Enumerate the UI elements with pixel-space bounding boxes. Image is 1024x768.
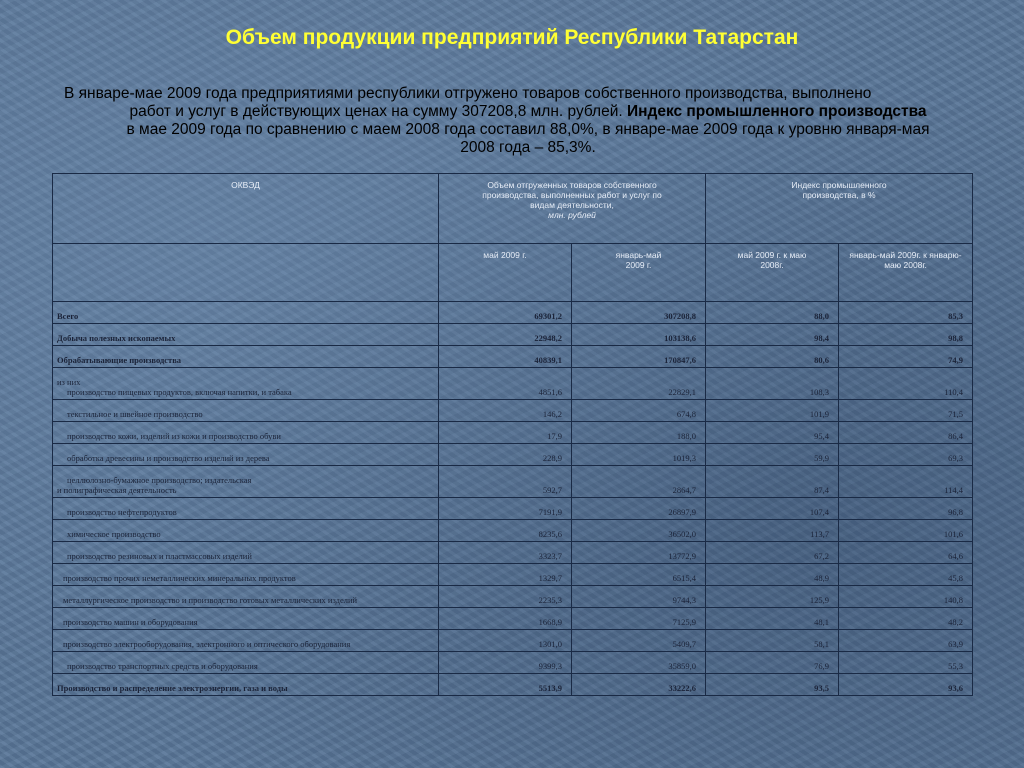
table-row: [53, 346, 973, 368]
intro-line-2: работ и услуг в действующих ценах на сумму 307208,8 млн. рублей.: [129, 103, 623, 120]
row-label-text: обработка древесины и производство изделий из дерева: [67, 453, 270, 463]
cell-v2: 170847,6: [572, 346, 706, 368]
row-label-text: текстильное и швейное производство: [67, 409, 203, 419]
cell-i1: 88,0: [706, 302, 839, 324]
cell-i1: 107,4: [706, 498, 839, 520]
table-row: [53, 302, 973, 324]
table-row: [53, 498, 973, 520]
row-label: [53, 444, 439, 466]
row-label: [53, 564, 439, 586]
cell-i2: 48,2: [839, 608, 973, 630]
table-row: [53, 674, 973, 696]
cell-v1: 69301,2: [439, 302, 572, 324]
cell-v1: 228,9: [439, 444, 572, 466]
cell-v1: 8235,6: [439, 520, 572, 542]
intro-line-1: В январе-мае 2009 года предприятиями республики отгружено товаров собственного производства, выполнено: [64, 85, 872, 102]
row-label: [53, 498, 439, 520]
header-janmay-2009: январь-май 2009 г.: [572, 244, 706, 302]
row-label-text: химическое производство: [67, 529, 161, 539]
intro-line-3: в мае 2009 года по сравнению с маем 2008 года составил 88,0%, в январе-мае 2009 года к уровню января-мая: [126, 121, 930, 138]
cell-v2: 307208,8: [572, 302, 706, 324]
cell-i2: 140,8: [839, 586, 973, 608]
row-label-text: производство транспортных средств и оборудования: [67, 661, 258, 671]
cell-v1: 22948,2: [439, 324, 572, 346]
cell-i2: 86,4: [839, 422, 973, 444]
row-label: [53, 324, 439, 346]
cell-v2: 13772,9: [572, 542, 706, 564]
row-label: [53, 586, 439, 608]
cell-i2: 64,6: [839, 542, 973, 564]
row-label: [53, 466, 439, 498]
row-label-top: целлюлозно-бумажное производство; издательская: [67, 475, 252, 485]
table-row: [53, 324, 973, 346]
cell-i2: 96,8: [839, 498, 973, 520]
table-row: [53, 586, 973, 608]
row-label-text: Производство и распределение электроэнергии, газа и воды: [57, 683, 288, 693]
cell-i2: 110,4: [839, 368, 973, 400]
cell-i1: 125,9: [706, 586, 839, 608]
production-table: [52, 173, 973, 696]
row-label-text: производство кожи, изделий из кожи и производство обуви: [67, 431, 281, 441]
cell-i2: 71,5: [839, 400, 973, 422]
cell-i2: 101,6: [839, 520, 973, 542]
table-row: [53, 520, 973, 542]
row-label-text: Всего: [57, 311, 79, 321]
cell-v2: 188,0: [572, 422, 706, 444]
cell-i1: 80,6: [706, 346, 839, 368]
cell-v1: 2235,3: [439, 586, 572, 608]
cell-i1: 87,4: [706, 466, 839, 498]
cell-i1: 48,1: [706, 608, 839, 630]
row-label-text: производство машин и оборудования: [63, 617, 198, 627]
cell-i1: 76,9: [706, 652, 839, 674]
cell-v1: 40839,1: [439, 346, 572, 368]
table-row: [53, 422, 973, 444]
cell-v2: 103138,6: [572, 324, 706, 346]
cell-v2: 6515,4: [572, 564, 706, 586]
row-label: [53, 346, 439, 368]
cell-v1: 1329,7: [439, 564, 572, 586]
header-volume: Объем отгруженных товаров собственного производства, выполненных работ и услуг по видам деятельности, млн. рублей: [439, 174, 706, 244]
cell-i2: 93,6: [839, 674, 973, 696]
header-may-2009: май 2009 г.: [439, 244, 572, 302]
row-label: [53, 674, 439, 696]
cell-i2: 69,3: [839, 444, 973, 466]
cell-v2: 2864,7: [572, 466, 706, 498]
header-okved: ОКВЭД: [53, 174, 439, 244]
cell-v1: 3323,7: [439, 542, 572, 564]
header-okved-blank: [53, 244, 439, 302]
intro-line-2-bold: Индекс промышленного производства: [622, 103, 927, 120]
cell-v2: 674,8: [572, 400, 706, 422]
row-label: [53, 608, 439, 630]
cell-v2: 1019,3: [572, 444, 706, 466]
cell-i2: 74,9: [839, 346, 973, 368]
header-janmay-vs: январь-май 2009г. к январю-маю 2008г.: [839, 244, 973, 302]
cell-i1: 113,7: [706, 520, 839, 542]
table-row: [53, 630, 973, 652]
row-label-text: металлургическое производство и производство готовых металлических изделий: [63, 595, 358, 605]
row-label-text: производство прочих неметаллических минеральных продуктов: [63, 573, 296, 583]
table-row: [53, 608, 973, 630]
cell-i2: 55,3: [839, 652, 973, 674]
table-row: [53, 652, 973, 674]
cell-i1: 59,9: [706, 444, 839, 466]
row-label: [53, 542, 439, 564]
row-label: [53, 422, 439, 444]
row-label: [53, 630, 439, 652]
cell-v2: 33222,6: [572, 674, 706, 696]
cell-v2: 26897,9: [572, 498, 706, 520]
cell-v1: 9399,3: [439, 652, 572, 674]
row-label-text: производство пищевых продуктов, включая напитки, и табака: [67, 387, 292, 397]
intro-line-4: 2008 года – 85,3%.: [460, 139, 596, 156]
cell-i1: 95,4: [706, 422, 839, 444]
cell-v1: 7191,9: [439, 498, 572, 520]
table-row: [53, 466, 973, 498]
cell-i2: 63,9: [839, 630, 973, 652]
cell-i1: 108,3: [706, 368, 839, 400]
cell-i2: 114,4: [839, 466, 973, 498]
cell-v1: 17,9: [439, 422, 572, 444]
cell-v1: 1668,9: [439, 608, 572, 630]
cell-v1: 146,2: [439, 400, 572, 422]
table-row: [53, 444, 973, 466]
cell-v2: 36502,0: [572, 520, 706, 542]
cell-v1: 1301,0: [439, 630, 572, 652]
cell-i1: 48,9: [706, 564, 839, 586]
row-label-top: из них: [57, 377, 81, 387]
table-row: [53, 542, 973, 564]
cell-v1: 5513,9: [439, 674, 572, 696]
table-row: [53, 400, 973, 422]
intro-paragraph: [58, 85, 998, 157]
cell-i1: 98,4: [706, 324, 839, 346]
table-row: [53, 368, 973, 400]
row-label-text: производство электрооборудования, электронного и оптического оборудования: [63, 639, 351, 649]
row-label-text: Обрабатывающие производства: [57, 355, 182, 365]
cell-v1: 592,7: [439, 466, 572, 498]
slide-title: Объем продукции предприятий Республики Татарстан: [225, 26, 799, 49]
cell-i1: 93,5: [706, 674, 839, 696]
row-label-text: производство нефтепродуктов: [67, 507, 177, 517]
row-label: [53, 302, 439, 324]
header-may-vs: май 2009 г. к маю 2008г.: [706, 244, 839, 302]
cell-i2: 45,8: [839, 564, 973, 586]
cell-i2: 98,8: [839, 324, 973, 346]
cell-v1: 4851,6: [439, 368, 572, 400]
row-label: [53, 520, 439, 542]
row-label: [53, 652, 439, 674]
row-label-text: и полиграфическая деятельность: [57, 485, 177, 495]
cell-v2: 7125,9: [572, 608, 706, 630]
row-label-text: Добыча полезных ископаемых: [57, 333, 176, 343]
cell-v2: 9744,3: [572, 586, 706, 608]
cell-v2: 5409,7: [572, 630, 706, 652]
table-row: [53, 564, 973, 586]
cell-v2: 35859,0: [572, 652, 706, 674]
cell-i1: 67,2: [706, 542, 839, 564]
header-index: Индекс промышленного производства, в %: [706, 174, 973, 244]
row-label-text: производство резиновых и пластмассовых изделий: [67, 551, 252, 561]
row-label: [53, 400, 439, 422]
row-label: [53, 368, 439, 400]
cell-i2: 85,3: [839, 302, 973, 324]
cell-i1: 101,9: [706, 400, 839, 422]
header-volume-unit: млн. рублей: [548, 210, 596, 220]
cell-v2: 22829,1: [572, 368, 706, 400]
cell-i1: 58,1: [706, 630, 839, 652]
